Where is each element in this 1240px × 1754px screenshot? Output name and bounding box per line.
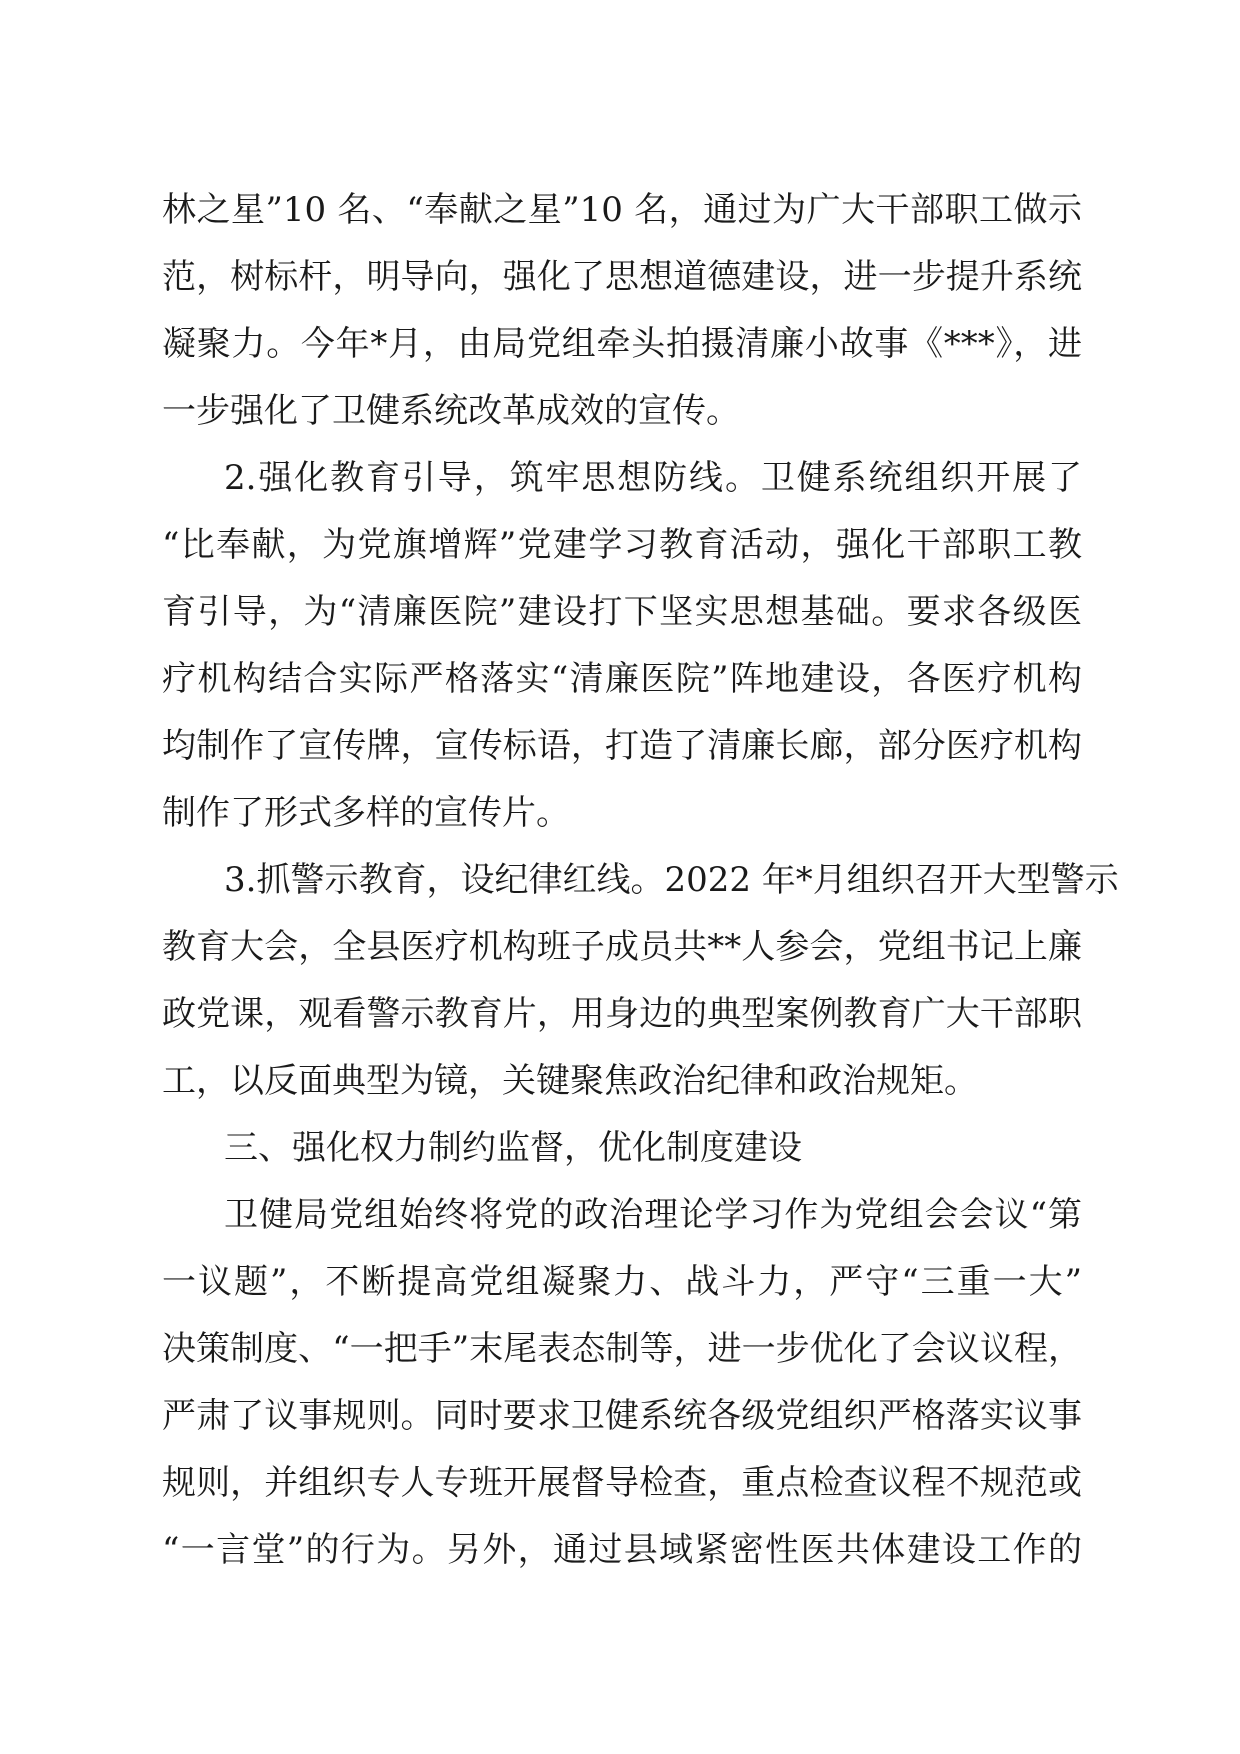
text-line: 均制作了宣传牌，宣传标语，打造了清廉长廊，部分医疗机构 <box>162 726 1082 766</box>
text-line: 政党课，观看警示教育片，用身边的典型案例教育广大干部职 <box>162 994 1082 1034</box>
text-line: 一议题”，不断提高党组凝聚力、战斗力，严守“三重一大” <box>162 1262 1082 1302</box>
text-line: 凝聚力。今年*月，由局党组牵头拍摄清廉小故事《***》，进 <box>162 324 1082 364</box>
text-line: 范，树标杆，明导向，强化了思想道德建设，进一步提升系统 <box>162 257 1082 297</box>
text-line: 一步强化了卫健系统改革成效的宣传。 <box>162 391 740 431</box>
text-line: 规则，并组织专人专班开展督导检查，重点检查议程不规范或 <box>162 1463 1082 1503</box>
text-line: 工，以反面典型为镜，关键聚焦政治纪律和政治规矩。 <box>162 1061 978 1101</box>
text-line: 林之星”10 名、“奉献之星”10 名，通过为广大干部职工做示 <box>162 190 1082 230</box>
text-line: 疗机构结合实际严格落实“清廉医院”阵地建设，各医疗机构 <box>162 659 1082 699</box>
text-line: 2.强化教育引导，筑牢思想防线。卫健系统组织开展了 <box>224 458 1082 498</box>
text-line: 卫健局党组始终将党的政治理论学习作为党组会会议“第 <box>224 1195 1082 1235</box>
text-line: 严肃了议事规则。同时要求卫健系统各级党组织严格落实议事 <box>162 1396 1082 1436</box>
text-line: 制作了形式多样的宣传片。 <box>162 793 570 833</box>
text-line: 教育大会，全县医疗机构班子成员共**人参会，党组书记上廉 <box>162 927 1082 967</box>
text-line: 决策制度、“一把手”末尾表态制等，进一步优化了会议议程， <box>162 1329 1082 1369</box>
text-line: 3.抓警示教育，设纪律红线。2022 年*月组织召开大型警示 <box>224 860 1119 900</box>
text-line: “比奉献，为党旗增辉”党建学习教育活动，强化干部职工教 <box>162 525 1082 565</box>
section-heading: 三、强化权力制约监督，优化制度建设 <box>224 1128 802 1168</box>
text-line: “一言堂”的行为。另外，通过县域紧密性医共体建设工作的 <box>162 1530 1082 1570</box>
text-line: 育引导，为“清廉医院”建设打下坚实思想基础。要求各级医 <box>162 592 1082 632</box>
